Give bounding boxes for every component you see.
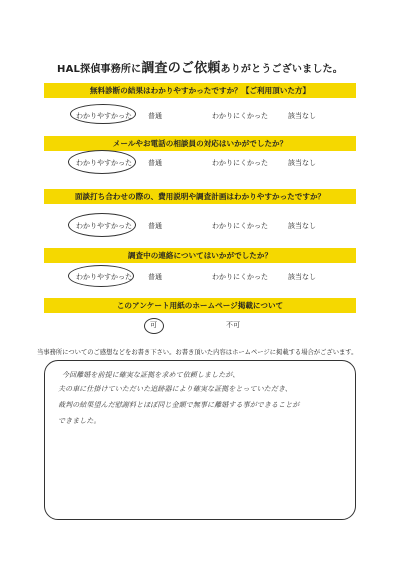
q1-option-3[interactable]: わかりにくかった — [212, 112, 268, 120]
q1-option-1[interactable]: わかりやすかった — [76, 112, 132, 120]
q2-option-4[interactable]: 該当なし — [288, 159, 316, 167]
comment-line-2: 夫の車に仕掛けていただいた追跡器により確実な証拠をとっていただき、 — [58, 385, 292, 393]
title-emphasis: 調査のご依頼 — [141, 61, 221, 76]
q4-option-3[interactable]: わかりにくかった — [212, 273, 268, 281]
question-4-bar: 調査中の連絡についてはいかがでしたか？ — [44, 248, 356, 263]
q3-option-2[interactable]: 普通 — [148, 222, 162, 230]
q2-option-1[interactable]: わかりやすかった — [76, 159, 132, 167]
comment-line-3: 裁判の結果望んだ慰謝料とほぼ同じ金額で無事に離婚する事ができることが — [58, 401, 300, 409]
comment-intro: 当事務所についてのご感想などをお書き下さい。お書き頂いた内容はホームページに掲載する場合がございます。 — [37, 349, 358, 356]
consent-selected-circle — [144, 318, 164, 334]
q1-option-2[interactable]: 普通 — [148, 112, 162, 120]
q3-option-3[interactable]: わかりにくかった — [212, 222, 268, 230]
q4-option-1[interactable]: わかりやすかった — [76, 273, 132, 281]
homepage-consent-bar: このアンケート用紙のホームページ掲載について — [44, 298, 356, 313]
consent-yes-option[interactable]: 可 — [150, 321, 157, 329]
comment-line-1: 今回離婚を前提に確実な証拠を求めて依頼しましたが、 — [62, 371, 240, 379]
q2-selected-circle — [68, 150, 136, 174]
consent-no-option[interactable]: 不可 — [226, 321, 240, 329]
question-1-bar: 無料診断の結果はわかりやすかったですか？【ご利用頂いた方】 — [44, 83, 356, 98]
question-3-bar: 面談打ち合わせの際の、費用説明や調査計画はわかりやすかったですか？ — [44, 189, 356, 204]
q2-option-2[interactable]: 普通 — [148, 159, 162, 167]
q1-option-4[interactable]: 該当なし — [288, 112, 316, 120]
q1-selected-circle — [70, 104, 136, 124]
title-pre: HAL探偵事務所に — [57, 64, 142, 75]
q4-option-2[interactable]: 普通 — [148, 273, 162, 281]
question-2-bar: メールやお電話の相談員の対応はいかがでしたか？ — [44, 136, 356, 151]
comment-line-4: できました。 — [58, 417, 101, 425]
q3-option-1[interactable]: わかりやすかった — [76, 222, 132, 230]
q3-selected-circle — [68, 213, 136, 237]
q2-option-3[interactable]: わかりにくかった — [212, 159, 268, 167]
q4-selected-circle — [68, 265, 134, 287]
page-title — [0, 57, 400, 76]
q4-option-4[interactable]: 該当なし — [288, 273, 316, 281]
title-post: ありがとうございました。 — [220, 64, 343, 75]
homepage-consent-options — [0, 318, 400, 332]
q3-option-4[interactable]: 該当なし — [288, 222, 316, 230]
